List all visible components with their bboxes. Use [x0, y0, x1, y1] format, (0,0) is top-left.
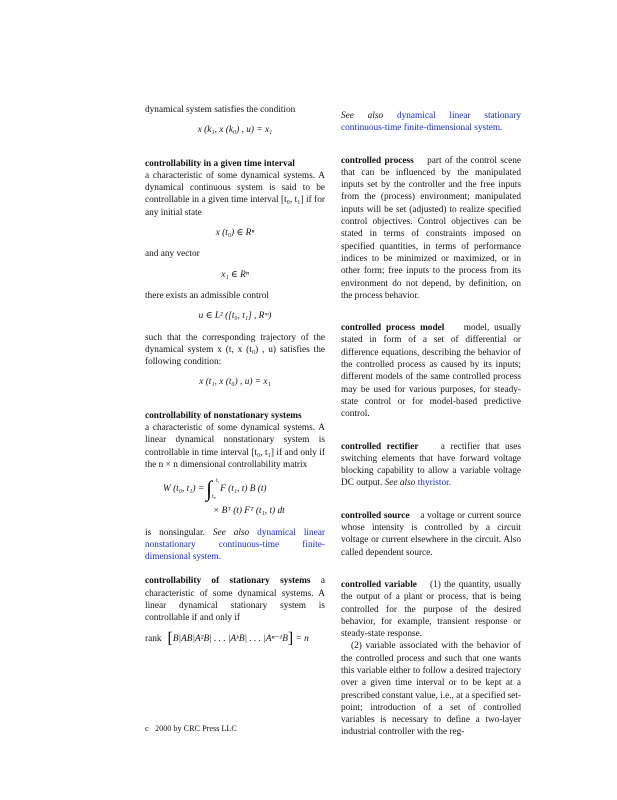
body-text: and any vector: [145, 249, 200, 260]
entry-controllability-nonstationary: [145, 410, 325, 471]
entry-controlled-rectifier: controlled rectifier a rectifier that uses switching elements that have forward voltage blocking capability to allow a variable voltage DC output. See also thyristor.: [341, 441, 522, 489]
body-text: there exists an admissible control: [145, 290, 269, 301]
entry-term: controlled rectifier: [341, 441, 419, 452]
see-also-line: See also dynamical linear stationary continuous-time finite-dimensional system.: [341, 111, 521, 134]
entry-text: (1) the quantity, usually the output of a plant or process, that is being controlled for the purpose of the desired behavior, for example, transient response or steady-state response.: [341, 579, 521, 640]
entry-text-continued: (2) variable associated with the behavior of the controlled process and such that one wants this variable either to follow a desired trajectory over a given time interval or to be kept at a prescribed constant value, i.e., at a specified set-point; introduction of a set of controlled variables is necessary to define a two-layer industrial controller with the reg-: [341, 641, 521, 738]
left-column: [145, 104, 325, 653]
entry-text: a characteristic of some dynamical systems. A dynamical continuous system is said to be controllable in a given time interval [t₀, t₁] if for any initial state: [145, 170, 325, 218]
equation-6: [163, 476, 325, 517]
entry-text: a characteristic of some dynamical systems. A linear dynamical stationary system is controllable if and only if: [145, 576, 325, 624]
upper-limit: t₁: [216, 478, 220, 485]
entry-text: model, usually stated in form of a set of differential or difference equations, describing the behavior of the controlled process as caused by its inputs; different models of the same controlled process may be used for various purposes, for steady-state control or for model-based predictive control.: [341, 323, 521, 420]
cross-reference-link[interactable]: dynamical linear stationary continuous-time finite-dimensional system.: [341, 111, 521, 134]
right-column: [341, 104, 521, 739]
equation-5: x (t₁, x (t₀) , u) = x₁: [199, 377, 271, 388]
entry-term: controllability of nonstationary systems: [145, 410, 302, 421]
cross-reference-link[interactable]: dynamical linear nonstationary continuous-time finite-dimensional system.: [145, 527, 326, 563]
copyright-footer: c⃝2000 by CRC Press LLC: [145, 724, 237, 733]
entry-text: part of the control scene that can be influenced by the manipulated inputs set by the controller and the free inputs from the (process) environment; manipulated inputs will be set (adjusted) to realize specified control objectives. Control objectives can be stated in terms of constraints imposed on specified quantities, in terms of performance indices to be minimized or maximized, or in other form; free inputs to the process from its environment do not depend, by definition, on the process behavior.: [341, 155, 521, 301]
body-text: such that the corresponding trajectory of the dynamical system x (t, x (t₀) , u) satisfies the following condition:: [145, 332, 325, 368]
equation-6-line2: × Bᵀ (t) Fᵀ (t₁, t) dt: [213, 506, 285, 517]
equation-2: x (t₀) ∈ Rⁿ: [215, 228, 255, 239]
entry-controllability-stationary: [145, 575, 325, 624]
entry-text: a rectifier that uses switching elements that have forward voltage blocking capability to allow a variable voltage DC output.: [341, 441, 522, 489]
equation-3: x₁ ∈ Rⁿ: [221, 269, 249, 280]
equation-1: x (k₁, x (k₀) , u) = x₁: [197, 125, 273, 136]
entry-text: a voltage or current source whose intensity is controlled by a circuit voltage or current elsewhere in the circuit. Also called dependent source.: [341, 510, 522, 558]
entry-term: controllability of stationary systems: [145, 576, 311, 587]
entry-term: controlled process model: [341, 323, 445, 334]
intro-text: dynamical system satisfies the condition: [145, 105, 296, 115]
entry-controlled-source: [341, 510, 521, 559]
integral-sign: ∫ t₁ t₀: [206, 479, 212, 499]
entry-term: controllability in a given time interval: [145, 158, 295, 169]
entry-text: a characteristic of some dynamical systems. A linear dynamical nonstationary system is controllable in time interval [t₀, t₁] if and only if the n × n dimensional controllability matrix: [145, 423, 325, 470]
entry-term: controlled process: [341, 155, 414, 166]
equation-6-rhs: F (t₁, t) B (t): [220, 484, 267, 495]
equation-4: u ∈ L² ([t₀, t₁] , Rᵐ): [198, 311, 272, 322]
entry-controlled-variable: [341, 579, 521, 640]
body-text: is nonsingular. See also dynamical linear nonstationary continuous-time finite-dimensional system.: [145, 527, 326, 563]
entry-controlled-process-model: [341, 322, 521, 420]
entry-controlled-process: [341, 155, 521, 303]
entry-term: controlled source: [341, 510, 410, 521]
equation-6-lhs: W (t₀, t₁) =: [163, 484, 205, 495]
entry-controllability-interval: [145, 158, 325, 219]
entry-term: controlled variable: [341, 579, 417, 590]
cross-reference-link[interactable]: thyristor.: [417, 478, 452, 489]
lower-limit: t₀: [212, 494, 216, 501]
equation-rank: rank [B|AB|A²B| . . . |AᵏB| . . . |Aⁿ⁻¹B] = n: [145, 629, 309, 647]
